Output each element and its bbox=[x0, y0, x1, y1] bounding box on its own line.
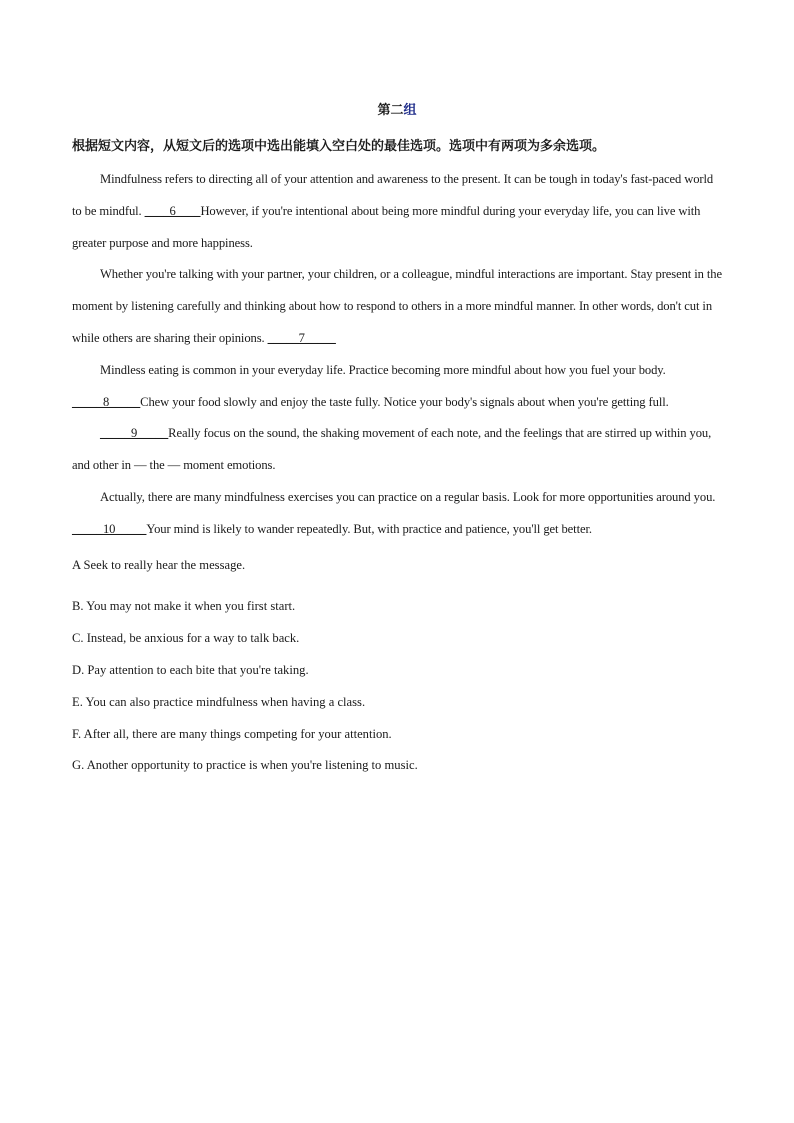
option-f: F. After all, there are many things competing for your attention. bbox=[72, 726, 392, 741]
blank-8: _____8_____ bbox=[72, 394, 141, 409]
paragraph-5-text-b: Your mind is likely to wander repeatedly. But, with practice and patience, you'll get better. bbox=[146, 521, 592, 536]
paragraph-5-text-a: Actually, there are many mindfulness exercises you can practice on a regular basis. Look for more opportunities around you. bbox=[100, 489, 716, 504]
option-b: B. You may not make it when you first start. bbox=[72, 599, 296, 614]
paragraph-3 bbox=[72, 355, 722, 419]
option-e: E. You can also practice mindfulness when having a class. bbox=[72, 694, 366, 709]
option-list bbox=[72, 550, 722, 783]
paragraph-2-text-a: Whether you're talking with your partner, your children, or a colleague, mindful interactions are important. Stay present in the moment by listening carefully and thinking about how to respond to others in a more mindful manner. In other words, don't cut in while others are sharing their opinions. bbox=[72, 267, 722, 345]
group-title-part1: 第二 bbox=[377, 103, 404, 118]
blank-9: _____9_____ bbox=[100, 426, 169, 441]
document-page bbox=[72, 100, 722, 782]
option-c: C. Instead, be anxious for a way to talk back. bbox=[72, 631, 300, 646]
paragraph-3-text-b: Chew your food slowly and enjoy the taste fully. Notice your body's signals about when you're getting full. bbox=[140, 394, 669, 409]
paragraph-4-text-b: Really focus on the sound, the shaking movement of each note, and the feelings that are stirred up within you, and other in — the — moment emotions. bbox=[72, 426, 712, 473]
blank-7: _____7_____ bbox=[267, 330, 336, 345]
paragraph-4 bbox=[72, 418, 722, 482]
option-d: D. Pay attention to each bite that you're taking. bbox=[72, 662, 309, 677]
instruction-text: 根据短文内容，从短文后的选项中选出能填入空白处的最佳选项。选项中有两项为多余选项。 bbox=[72, 139, 606, 154]
paragraph-2 bbox=[72, 259, 722, 354]
paragraph-1-text-b: However, if you're intentional about being more mindful during your everyday life, you can live with greater purpose and more happiness. bbox=[72, 203, 701, 250]
blank-6: ____6____ bbox=[144, 203, 201, 218]
group-title bbox=[72, 100, 722, 122]
option-g: G. Another opportunity to practice is when you're listening to music. bbox=[72, 758, 418, 773]
paragraph-3-text-a: Mindless eating is common in your everyday life. Practice becoming more mindful about how you fuel your body. bbox=[100, 362, 666, 377]
paragraph-5 bbox=[72, 482, 722, 546]
paragraph-1-text-a: Mindfulness refers to directing all of your attention and awareness to the present. It can be tough in today's fast-paced world to be mindful. bbox=[72, 172, 714, 218]
group-title-part2: 组 bbox=[403, 103, 417, 118]
blank-10: _____10_____ bbox=[72, 521, 147, 536]
option-a: A Seek to really hear the message. bbox=[72, 557, 246, 572]
paragraph-1 bbox=[72, 164, 722, 259]
